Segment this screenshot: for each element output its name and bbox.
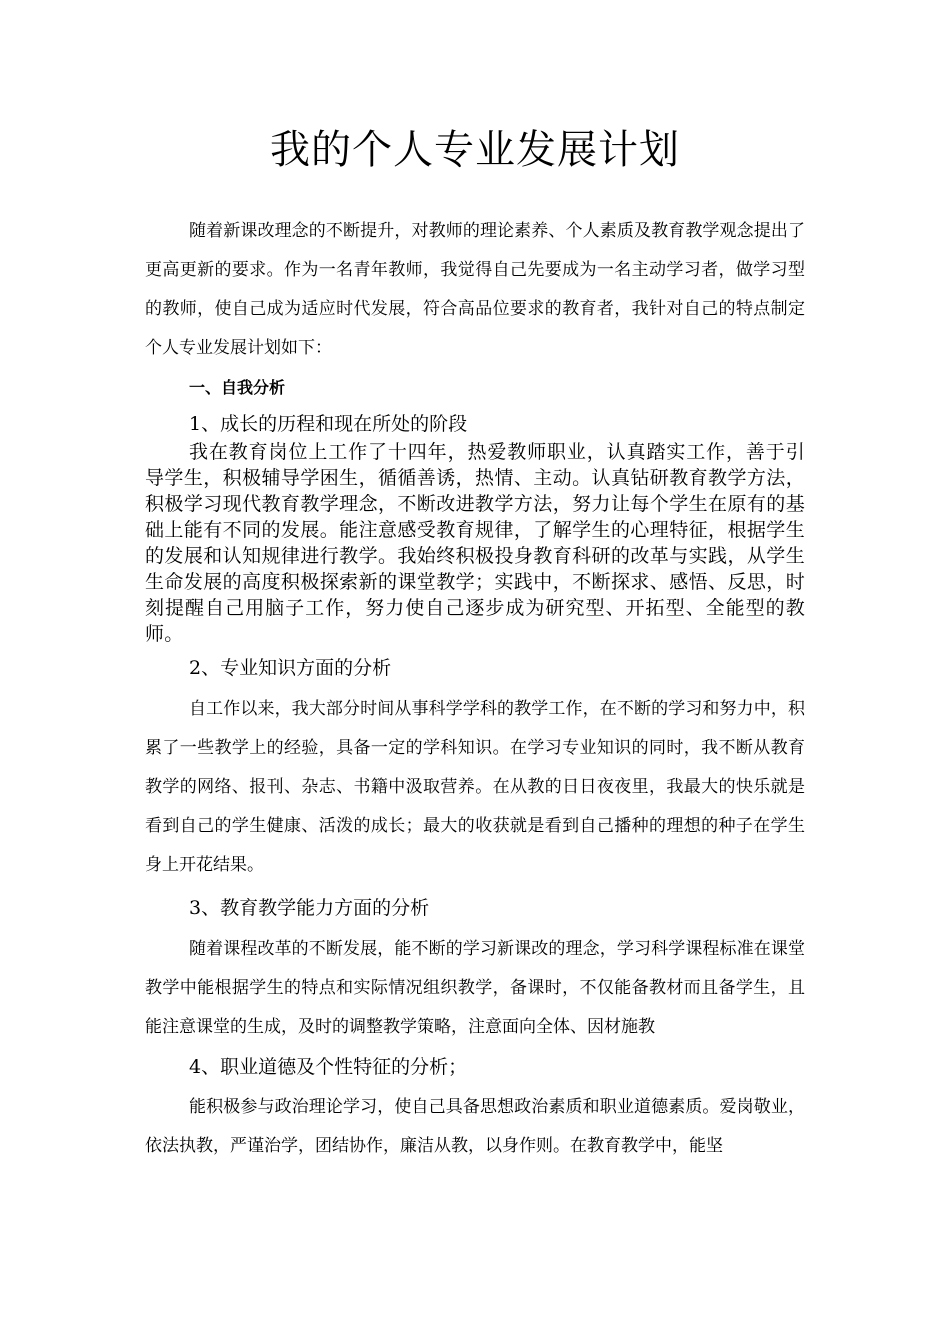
paragraph-growth-stage: 我在教育岗位上工作了十四年，热爱教师职业，认真踏实工作，善于引导学生，积极辅导学困生，循循善诱，热情、主动。认真钻研教育教学方法，积极学习现代教育教学理念，不断改进教学方法，努力让每个学生在原有的基础上能有不同的发展。能注意感受教育规律，了解学生的心理特征，根据学生的发展和认知规律进行教学。我始终积极投身教育科研的改革与实践，从学生生命发展的高度积极探索新的课堂教学；实践中，不断探求、感悟、反思，时刻提醒自己用脑子工作，努力使自己逐步成为研究型、开拓型、全能型的教师。 [145,441,805,645]
paragraph-teaching-ability: 随着课程改革的不断发展，能不断的学习新课改的理念，学习科学课程标准在课堂教学中能根据学生的特点和实际情况组织教学，备课时，不仅能备教材而且备学生，且能注意课堂的生成，及时的调整教学策略，注意面向全体、因材施教 [145,939,805,1037]
paragraph-professional-knowledge: 自工作以来，我大部分时间从事科学学科的教学工作，在不断的学习和努力中，积累了一些教学上的经验，具备一定的学科知识。在学习专业知识的同时，我不断从教育教学的网络、报刊、杂志、书籍中汲取营养。在从教的日日夜夜里，我最大的快乐就是看到自己的学生健康、活泼的成长；最大的收获就是看到自己播种的理想的种子在学生身上开花结果。 [145,699,805,875]
subheading-professional-knowledge: 2、专业知识方面的分析 [189,657,392,679]
paragraph-ethics-personality: 能积极参与政治理论学习，使自己具备思想政治素质和职业道德素质。爱岗敬业，依法执教，严谨治学，团结协作，廉洁从教，以身作则。在教育教学中，能坚 [145,1097,805,1156]
subheading-teaching-ability: 3、教育教学能力方面的分析 [189,897,430,919]
intro-paragraph: 随着新课改理念的不断提升，对教师的理论素养、个人素质及教育教学观念提出了更高更新的要求。作为一名青年教师，我觉得自己先要成为一名主动学习者，做学习型的教师，使自己成为适应时代发展，符合高品位要求的教育者，我针对自己的特点制定个人专业发展计划如下： [145,221,805,358]
subheading-growth-stage: 1、成长的历程和现在所处的阶段 [189,413,468,435]
document-title: 我的个人专业发展计划 [270,127,680,173]
section-heading-self-analysis: 一、自我分析 [189,378,286,397]
subheading-ethics-personality: 4、职业道德及个性特征的分析； [189,1056,468,1078]
